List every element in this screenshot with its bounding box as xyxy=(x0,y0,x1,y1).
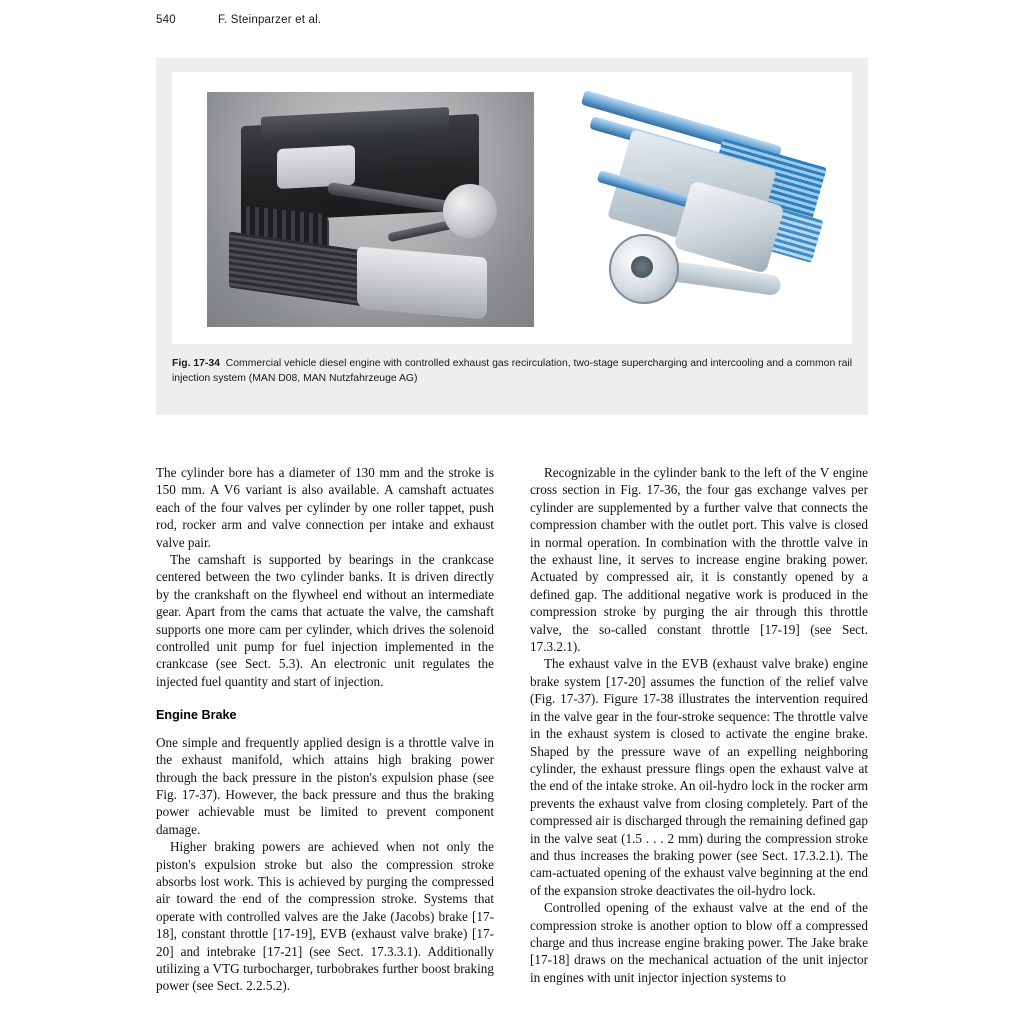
paragraph: Higher braking powers are achieved when not only the piston's expulsion stroke but also the compression stroke absorbs lost work. This is achieved by purging the compressed air toward the end of the compression stroke. Systems that operate with controlled valves are the Jake (Jacobs) brake [17-18], constant throttle [17-19], EVB (exhaust valve brake) [17-20] and intebrake [17-21] (see Sect. 17.3.3.1). Additionally utilizing a VTG turbocharger, turbobrakes further boost braking power (see Sect. 2.2.5.2). xyxy=(156,839,494,994)
left-column xyxy=(156,464,494,1009)
figure-caption xyxy=(172,356,852,386)
cutaway-turbocharger-hub-shape xyxy=(631,256,653,278)
paragraph: Recognizable in the cylinder bank to the left of the V engine cross section in Fig. 17-36, the four gas exchange valves per cylinder are supplemented by a further valve that connects the compression chamber with the outlet port. This valve is closed in normal operation. In combination with the throttle valve in the exhaust line, it serves to increase engine braking power. Actuated by compressed air, it is constantly opened by a defined gap. The additional negative work is produced in the compression stroke by purging the air through this throttle valve, the so-called constant throttle [17-19] (see Sect. 17.3.2.1). xyxy=(530,465,868,655)
figure-caption-text: Commercial vehicle diesel engine with controlled exhaust gas recirculation, two-stage supercharging and intercooling and a common rail injection system (MAN D08, MAN Nutzfahrzeuge AG) xyxy=(172,358,852,384)
figure-17-34 xyxy=(156,58,868,415)
paragraph: The cylinder bore has a diameter of 130 mm and the stroke is 150 mm. A V6 variant is also available. A camshaft actuates each of the four valves per cylinder by one roller tappet, push rod, rocker arm and valve connection per intake and exhaust valve pair. xyxy=(156,465,494,550)
body-columns xyxy=(156,464,868,1009)
paragraph: One simple and frequently applied design is a throttle valve in the exhaust manifold, which attains high braking power through the back pressure in the piston's expulsion phase (see Fig. 17-37). However, the back pressure and thus the braking power achievable must be limited to prevent component damage. xyxy=(156,734,494,837)
right-column xyxy=(530,464,868,1009)
running-head-authors: F. Steinparzer et al. xyxy=(218,14,322,26)
paragraph: The camshaft is supported by bearings in the crankcase centered between the two cylinder banks. It is driven directly by the crankshaft on the flywheel end without an intermediate gear. Apart from the cams that actuate the valve, the camshaft supports one more cam per cylinder, which drives the solenoid controlled unit pump for fuel injection implemented in the crankcase (see Sect. 5.3). An electronic unit regulates the injected fuel quantity and start of injection. xyxy=(156,552,494,689)
cylinder-head-shape xyxy=(277,145,355,189)
paragraph: The exhaust valve in the EVB (exhaust valve brake) engine brake system [17-20] assumes the function of the relief valve (Fig. 17-37). Figure 17-38 illustrates the intervention required in the valve gear in the four-stroke sequence: The throttle valve in the exhaust system is closed to activate the engine brake. Shaped by the pressure wave of an expelling neighboring cylinder, the exhaust pressure flings open the exhaust valve at the end of the intake stroke. An oil-hydro lock in the rocker arm prevents the exhaust valve from closing completely. Part of the compressed air is discharged through the remaining defined gap in the valve seat (1.5 . . . 2 mm) during the compression stroke and thus increases the braking power (see Sect. 17.3.2.1). The cam-actuated opening of the exhaust valve beginning at the end of the expansion stroke deactivates the oil-hydro lock. xyxy=(530,656,868,898)
running-head xyxy=(156,14,876,26)
figure-label: Fig. 17-34 xyxy=(172,358,220,369)
turbocharger-shape xyxy=(443,184,497,238)
paragraph: Controlled opening of the exhaust valve at the end of the compression stroke is another option to blow off a compressed charge and thus increase engine braking power. The Jake brake [17-18] draws on the mechanical actuation of the unit injector in engines with unit injector injection systems to xyxy=(530,900,868,985)
figure-image xyxy=(172,72,852,344)
section-heading-engine-brake: Engine Brake xyxy=(156,708,237,723)
diesel-engine-photograph xyxy=(207,92,534,327)
oil-sump-shape xyxy=(357,246,487,319)
page-number: 540 xyxy=(156,14,176,26)
diesel-engine-cutaway-drawing xyxy=(557,82,839,332)
